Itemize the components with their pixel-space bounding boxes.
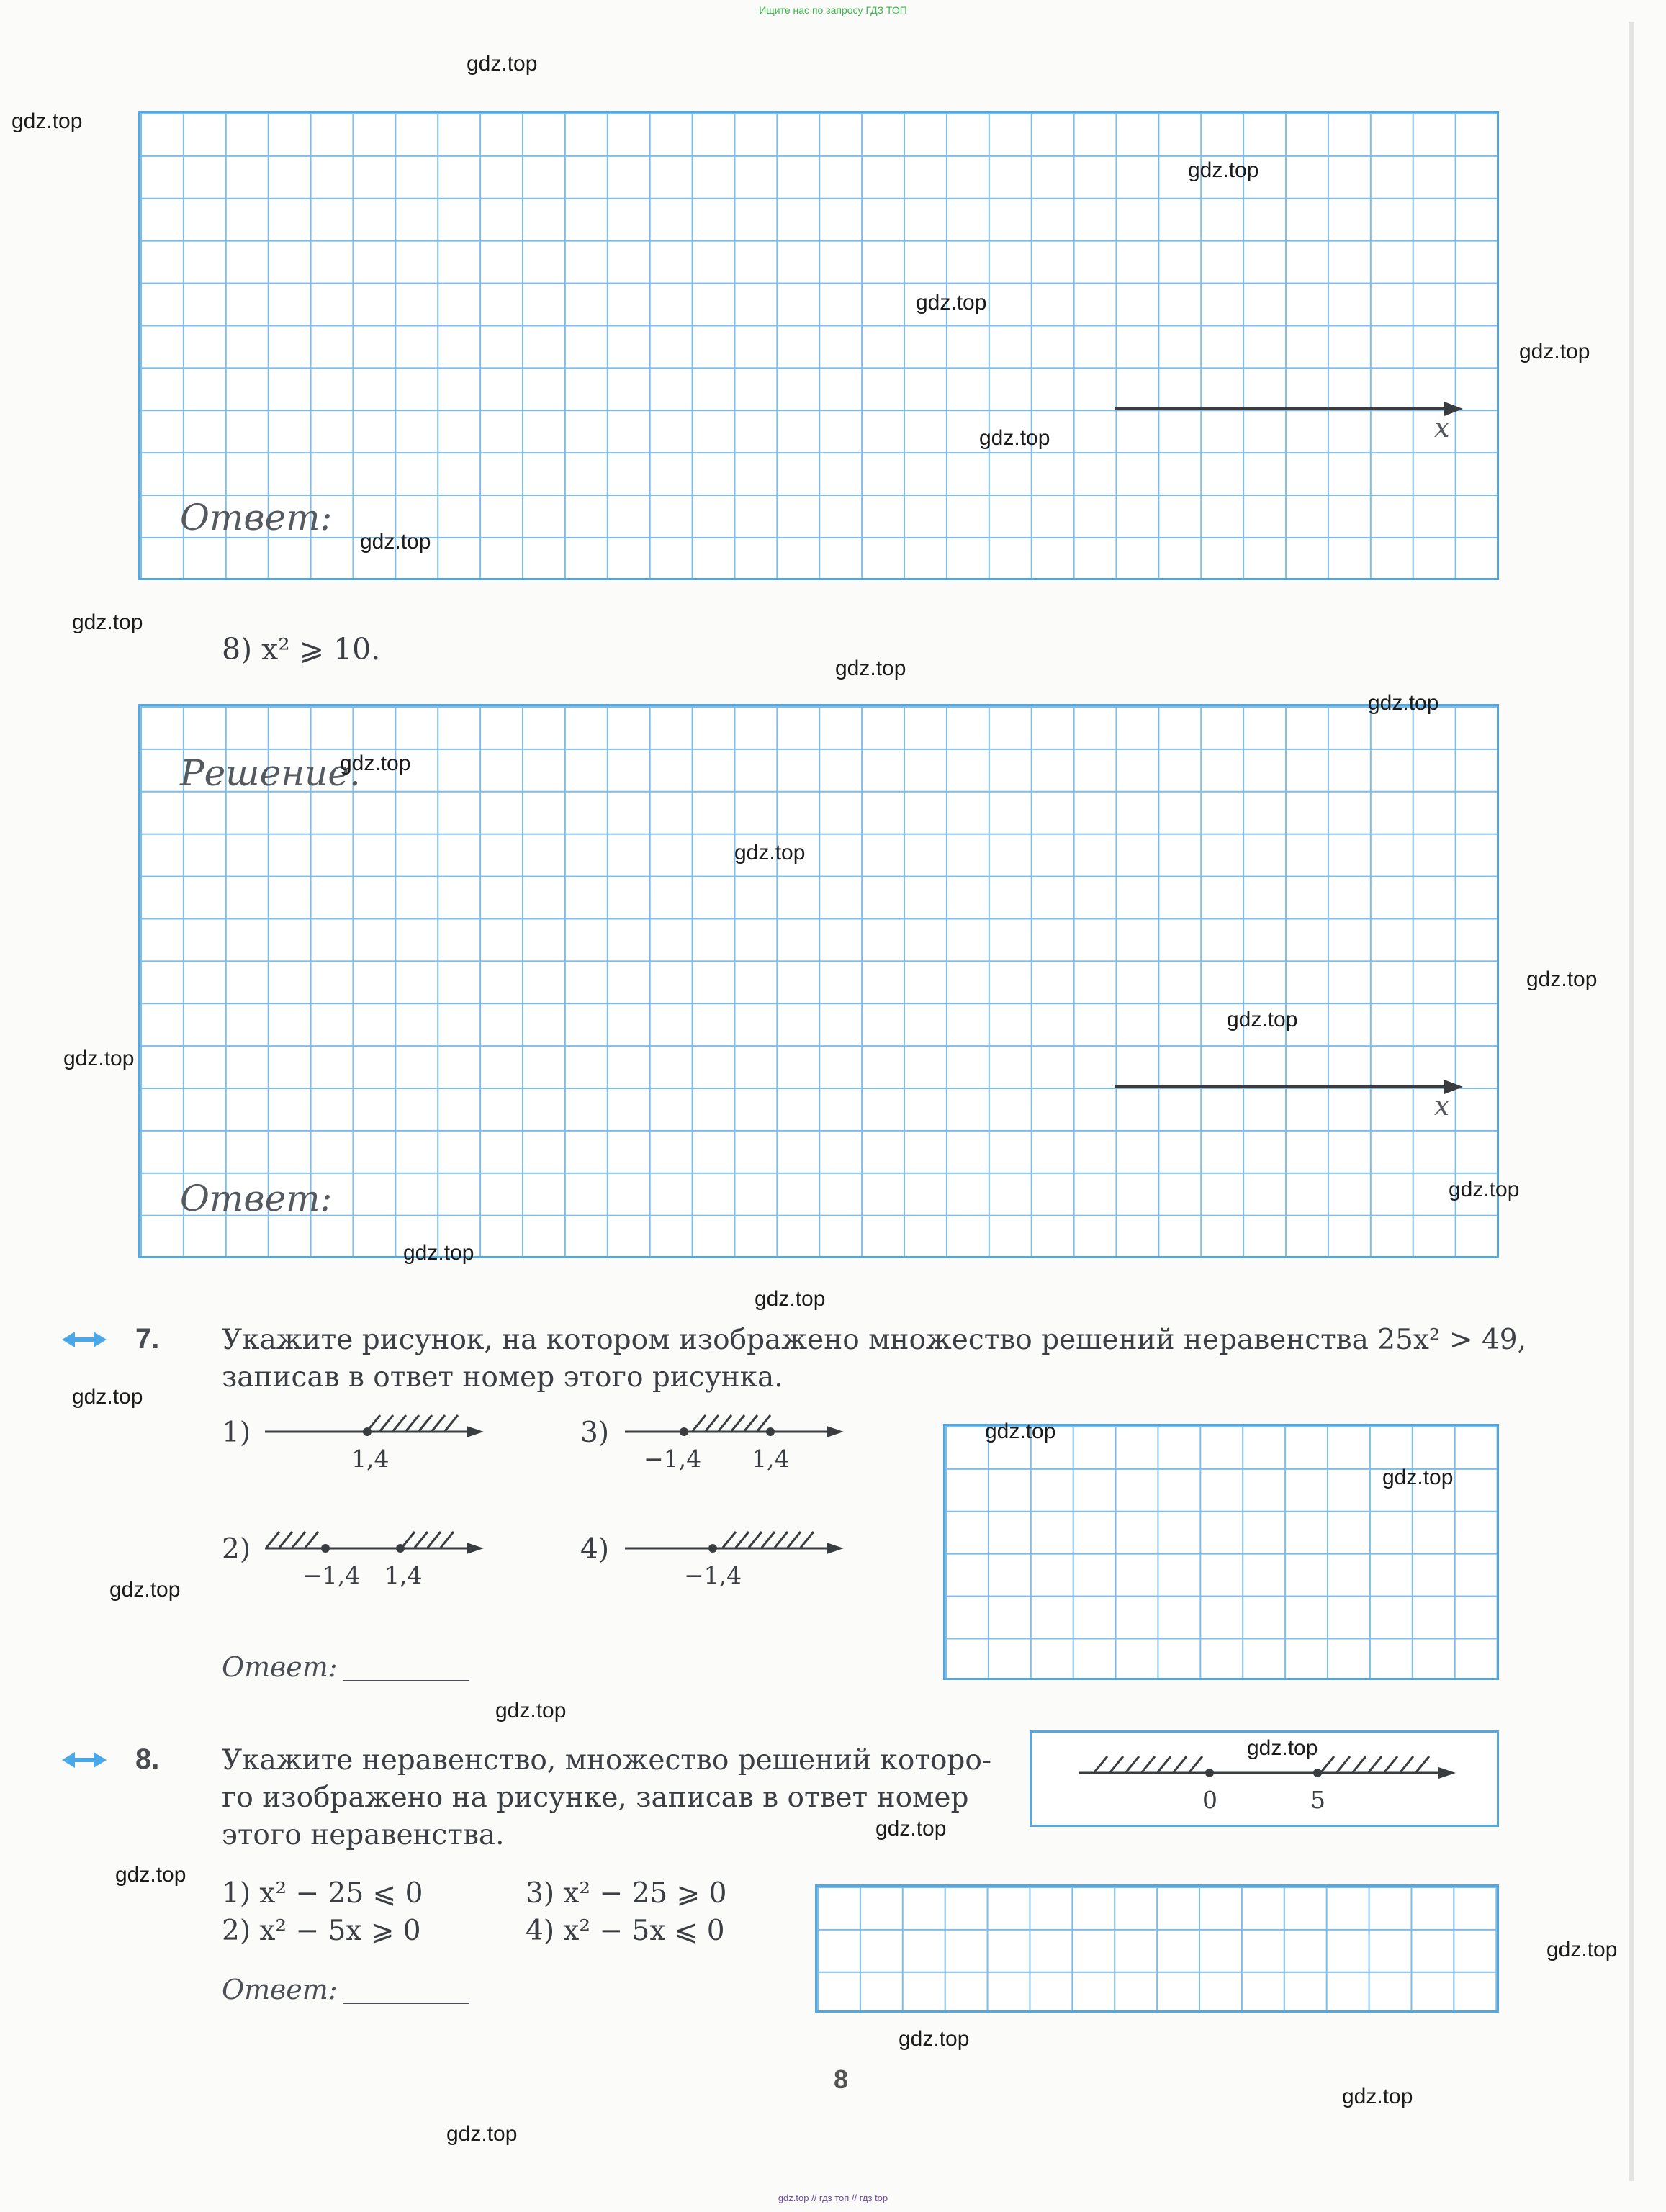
task-7-option-2-figure [259, 1527, 490, 1592]
watermark: gdz.top [755, 1287, 826, 1311]
watermark: gdz.top [63, 1047, 135, 1070]
task-7-option-3-figure [619, 1411, 850, 1476]
page-number: 8 [834, 2064, 849, 2094]
task-8-option-2: 2) x² − 5x ⩾ 0 [222, 1915, 421, 1947]
answer-label-2: Ответ: [180, 1178, 333, 1219]
task-8-tick-0: 0 [1202, 1786, 1217, 1814]
task-7-line-1: Укажите рисунок, на котором изображено множество решений неравенства 25x² > 49, [222, 1324, 1526, 1356]
task-8-answer-line[interactable] [343, 2003, 469, 2004]
double-arrow-icon [62, 1751, 107, 1769]
task-8-option-3: 3) x² − 25 ⩾ 0 [526, 1877, 727, 1910]
task-8-line-2: го изображено на рисунке, записав в ответ номер [222, 1782, 969, 1814]
watermark: gdz.top [985, 1419, 1056, 1443]
top-banner: Ищите нас по запросу ГДЗ ТОП [759, 4, 907, 16]
watermark: gdz.top [1519, 340, 1590, 364]
task-7-option-3-tick-1: −1,4 [644, 1445, 702, 1473]
task-7-answer-line[interactable] [343, 1680, 469, 1681]
task-7-option-2-tick-2: 1,4 [384, 1561, 423, 1589]
task-7-number: 7. [135, 1323, 160, 1355]
watermark: gdz.top [12, 109, 83, 133]
watermark: gdz.top [360, 530, 431, 554]
watermark: gdz.top [1382, 1466, 1454, 1489]
task-7-option-2-label: 2) [222, 1533, 251, 1566]
task-7-option-3-label: 3) [580, 1417, 610, 1449]
watermark: gdz.top [916, 291, 987, 315]
task-8-grid [815, 1884, 1499, 2013]
task-7-grid [943, 1424, 1499, 1680]
watermark: gdz.top [446, 2122, 518, 2146]
task-8-number: 8. [135, 1743, 160, 1775]
watermark: gdz.top [835, 656, 906, 680]
axis-label-x-2: x [1434, 1090, 1450, 1121]
task-7-option-1-tick: 1,4 [351, 1445, 390, 1473]
axis-arrow-2 [1109, 1074, 1469, 1103]
task-7-option-4-figure [619, 1527, 850, 1592]
watermark: gdz.top [72, 1385, 143, 1409]
watermark: gdz.top [467, 52, 538, 76]
watermark: gdz.top [1546, 1938, 1618, 1962]
watermark: gdz.top [1449, 1178, 1520, 1201]
watermark: gdz.top [1342, 2085, 1413, 2108]
task-8-line-3: этого неравенства. [222, 1819, 505, 1851]
watermark: gdz.top [899, 2027, 970, 2051]
task-7-option-4-tick: −1,4 [684, 1561, 742, 1589]
watermark: gdz.top [495, 1699, 567, 1723]
task-8-line-1: Укажите неравенство, множество решений которо- [222, 1744, 992, 1777]
bottom-banner: gdz.top // гдз топ // гдз top [778, 2193, 888, 2203]
task-7-option-2-tick-1: −1,4 [302, 1561, 361, 1589]
watermark: gdz.top [875, 1817, 947, 1841]
axis-label-x-1: x [1434, 412, 1450, 443]
watermark: gdz.top [979, 426, 1050, 450]
task-8-tick-5: 5 [1310, 1786, 1325, 1814]
watermark: gdz.top [115, 1863, 186, 1887]
watermark: gdz.top [1368, 691, 1439, 715]
task-8-answer-label: Ответ: [222, 1974, 338, 2005]
task-7-line-2: записав в ответ номер этого рисунка. [222, 1361, 783, 1394]
task-7-option-4-label: 4) [580, 1533, 610, 1566]
answer-grid-1 [138, 111, 1499, 580]
task-7-option-1-figure [259, 1411, 490, 1476]
watermark: gdz.top [1227, 1008, 1298, 1031]
task-8-option-4: 4) x² − 5x ⩽ 0 [526, 1915, 725, 1947]
task-7-option-3-tick-2: 1,4 [752, 1445, 790, 1473]
watermark: gdz.top [72, 610, 143, 634]
page-edge [1629, 22, 1634, 2181]
task-7-option-1-label: 1) [222, 1417, 251, 1449]
answer-label-1: Ответ: [180, 497, 333, 538]
double-arrow-icon [62, 1330, 107, 1349]
axis-arrow-1 [1109, 396, 1469, 425]
watermark: gdz.top [109, 1578, 181, 1602]
task-8-option-1: 1) x² − 25 ⩽ 0 [222, 1877, 423, 1910]
subtask-8-label: 8) x² ⩾ 10. [222, 632, 381, 667]
watermark: gdz.top [340, 751, 411, 775]
watermark: gdz.top [734, 841, 806, 865]
watermark: gdz.top [403, 1241, 474, 1265]
watermark: gdz.top [1247, 1736, 1318, 1760]
solution-label: Решение. [180, 752, 361, 794]
watermark: gdz.top [1526, 967, 1598, 991]
watermark: gdz.top [1188, 158, 1259, 182]
task-7-answer-label: Ответ: [222, 1651, 338, 1683]
